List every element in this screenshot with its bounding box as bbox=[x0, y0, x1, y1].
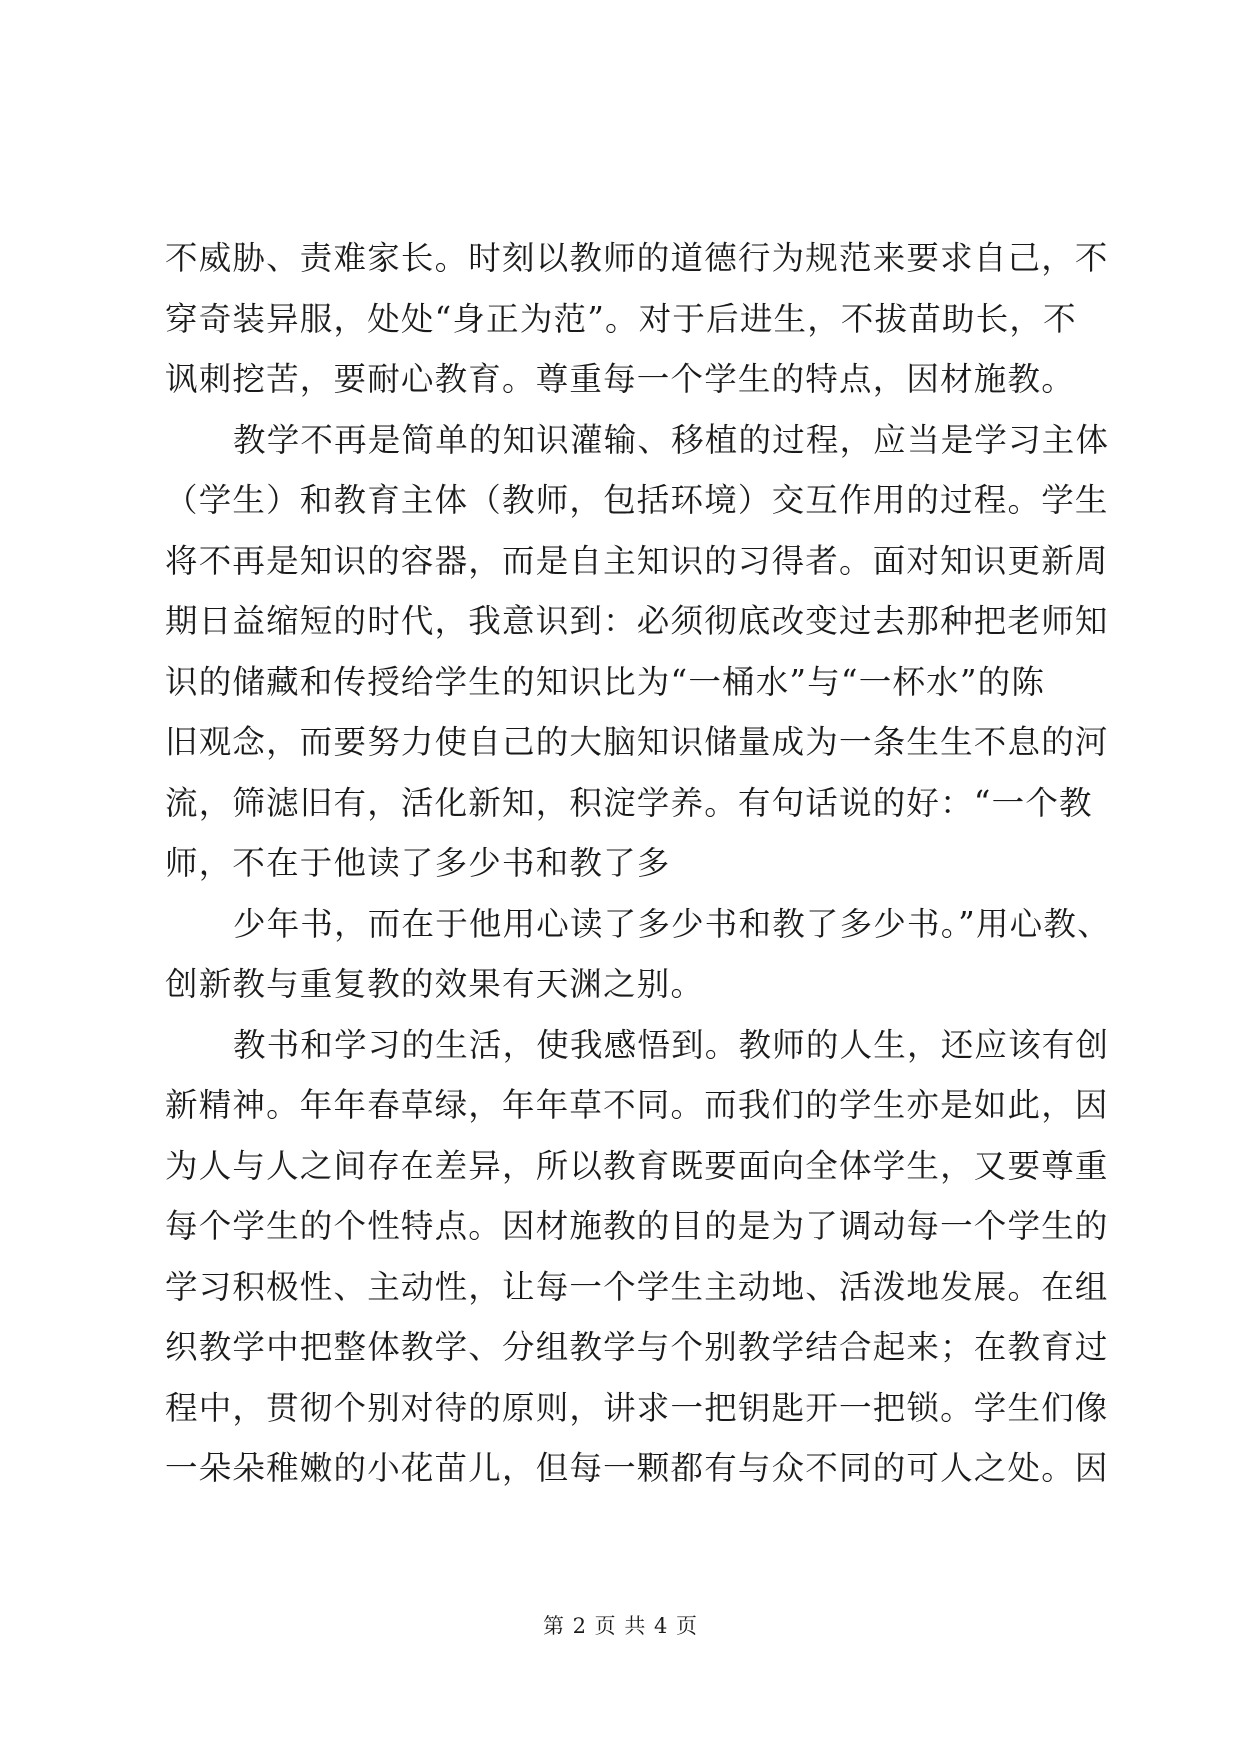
text-line: 流，筛滤旧有，活化新知，积淀学养。有句话说的好：“一个教 bbox=[165, 783, 1093, 822]
text-line: 学习积极性、主动性，让每一个学生主动地、活泼地发展。在组 bbox=[165, 1267, 1109, 1306]
text-line: 新精神。年年春草绿，年年草不同。而我们的学生亦是如此，因 bbox=[165, 1086, 1109, 1124]
text-line: 为人与人之间存在差异，所以教育既要面向全体学生，又要尊重 bbox=[165, 1146, 1109, 1185]
paragraph bbox=[165, 1015, 1110, 1499]
text-line: 师，不在于他读了多少书和教了多 bbox=[165, 844, 671, 882]
paragraph bbox=[165, 228, 1109, 410]
text-line: 期日益缩短的时代，我意识到：必须彻底改变过去那种把老师知 bbox=[165, 602, 1109, 640]
text-line: 一朵朵稚嫩的小花苗儿，但每一颗都有与众不同的可人之处。因 bbox=[165, 1449, 1109, 1487]
paragraph bbox=[165, 894, 1111, 1015]
text-line: 少年书，而在于他用心读了多少书和教了多少书。”用心教、 bbox=[233, 904, 1111, 943]
text-line: （学生）和教育主体（教师，包括环境）交互作用的过程。学生 bbox=[165, 481, 1109, 519]
text-line: 程中，贯彻个别对待的原则，讲求一把钥匙开一把锁。学生们像 bbox=[165, 1388, 1109, 1427]
text-line: 创新教与重复教的效果有天渊之别。 bbox=[165, 965, 705, 1003]
text-line: 教学不再是简单的知识灌输、移植的过程，应当是学习主体 bbox=[233, 420, 1110, 459]
text-line: 织教学中把整体教学、分组教学与个别教学结合起来；在教育过 bbox=[165, 1328, 1109, 1366]
text-line: 教书和学习的生活，使我感悟到。教师的人生，还应该有创 bbox=[233, 1025, 1110, 1064]
text-line: 将不再是知识的容器，而是自主知识的习得者。面对知识更新周 bbox=[165, 541, 1109, 580]
page-footer: 第 2 页 共 4 页 bbox=[542, 1614, 699, 1638]
text-line: 讽刺挖苦，要耐心教育。尊重每一个学生的特点，因材施教。 bbox=[165, 360, 1075, 398]
document-body bbox=[165, 228, 1111, 1499]
paragraph bbox=[165, 410, 1110, 894]
text-line: 旧观念，而要努力使自己的大脑知识储量成为一条生生不息的河 bbox=[165, 723, 1109, 761]
text-line: 不威胁、责难家长。时刻以教师的道德行为规范来要求自己，不 bbox=[165, 239, 1109, 277]
text-line: 每个学生的个性特点。因材施教的目的是为了调动每一个学生的 bbox=[165, 1207, 1109, 1245]
text-line: 识的储藏和传授给学生的知识比为“一桶水”与“一杯水”的陈 bbox=[165, 662, 1046, 701]
text-line: 穿奇装异服，处处“身正为范”。对于后进生，不拔苗助长，不 bbox=[165, 299, 1077, 338]
